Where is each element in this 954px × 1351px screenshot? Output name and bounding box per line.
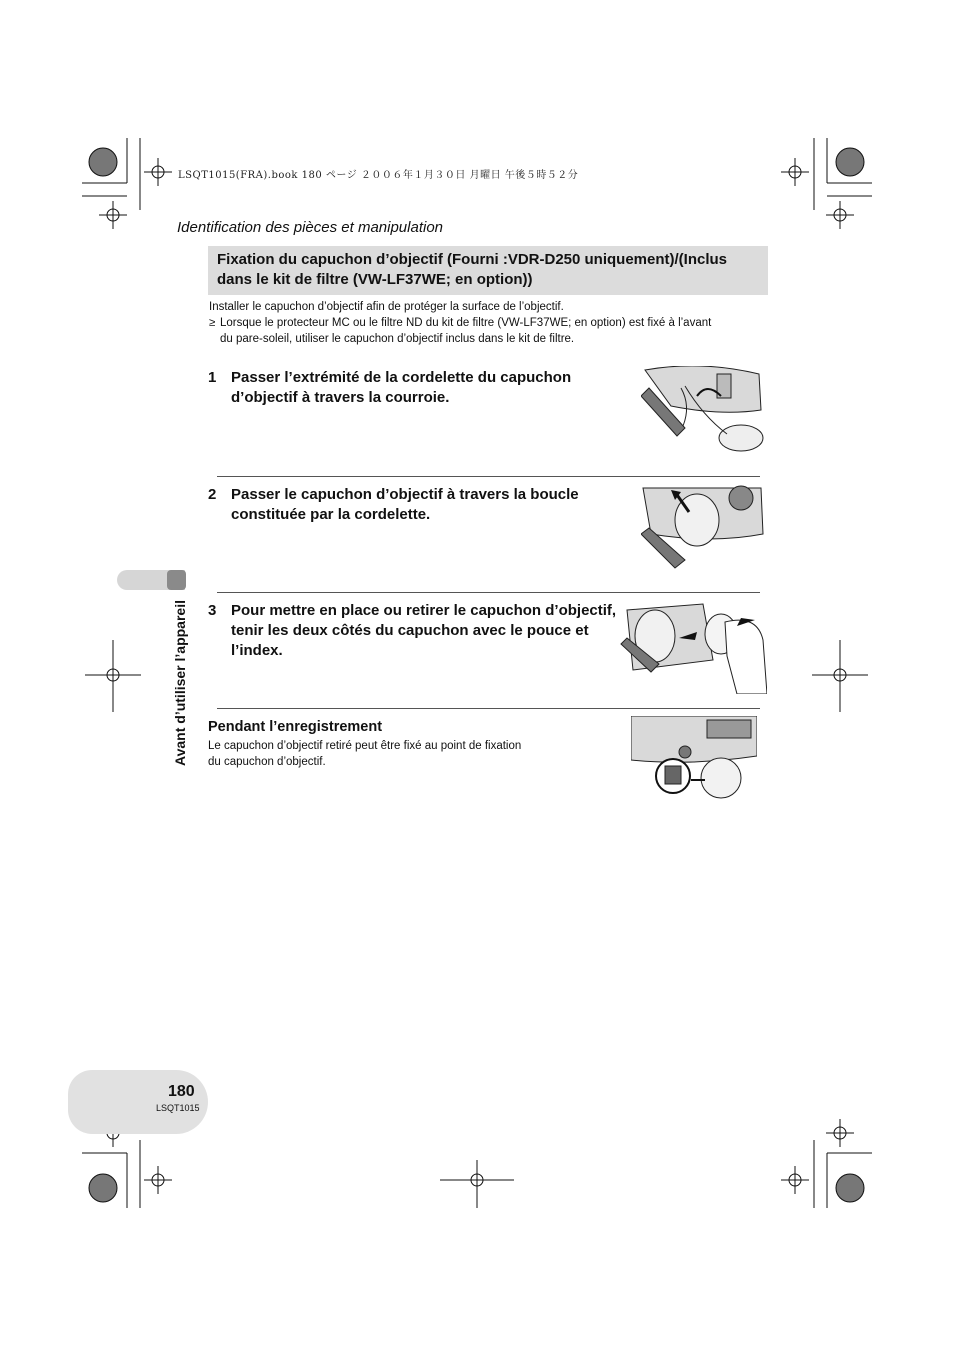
step-3-illustration bbox=[617, 600, 767, 694]
bullet-icon: ≥ bbox=[209, 317, 216, 329]
recording-text bbox=[208, 738, 568, 770]
step-divider-2 bbox=[217, 592, 760, 593]
step-2-illustration bbox=[641, 484, 765, 576]
section-title: Identification des pièces et manipulation bbox=[177, 219, 444, 236]
step-1-number: 1 bbox=[208, 369, 217, 386]
title-box bbox=[208, 246, 768, 295]
side-chapter-label: Avant d’utiliser l’appareil bbox=[172, 600, 188, 766]
recording-heading: Pendant l’enregistrement bbox=[208, 719, 383, 735]
step-3-number: 3 bbox=[208, 602, 217, 619]
intro-text bbox=[209, 299, 774, 347]
step-1-illustration bbox=[641, 366, 765, 456]
intro-bullet bbox=[209, 315, 774, 331]
title-line-2: dans le kit de filtre (VW-LF37WE; en option)) bbox=[217, 271, 533, 288]
step-2-text: Passer le capuchon d’objectif à travers la boucle constituée par la cordelette. bbox=[231, 486, 579, 523]
title-line-1: Fixation du capuchon d’objectif (Fourni :VDR-D250 uniquement)/(Inclus bbox=[217, 251, 728, 268]
page-number-oval bbox=[68, 1070, 208, 1134]
recording-line-2: du capuchon d’objectif. bbox=[208, 756, 326, 768]
recording-line-1: Le capuchon d’objectif retiré peut être fixé au point de fixation bbox=[208, 740, 522, 752]
bullet-line-1: Lorsque le protecteur MC ou le filtre ND du kit de filtre (VW-LF37WE; en option) est fixé à l’avant bbox=[220, 317, 712, 329]
page-number: 180 bbox=[168, 1083, 195, 1100]
bullet-line-2: du pare-soleil, utiliser le capuchon d’objectif inclus dans le kit de filtre. bbox=[220, 333, 575, 345]
step-divider-1 bbox=[217, 476, 760, 477]
step-divider-3 bbox=[217, 708, 760, 709]
page-code: LSQT1015 bbox=[156, 1103, 200, 1113]
print-header-line: LSQT1015(FRA).book 180 ページ ２００６年１月３０日 月曜日 午後５時５２分 bbox=[178, 170, 579, 181]
step-2-number: 2 bbox=[208, 486, 217, 503]
step-3-text: Pour mettre en place ou retirer le capuchon d’objectif, tenir les deux côtés du capuchon avec le pouce et l’index. bbox=[231, 602, 617, 659]
step-1-text: Passer l’extrémité de la cordelette du capuchon d’objectif à travers la courroie. bbox=[231, 369, 572, 406]
recording-illustration bbox=[631, 716, 757, 808]
side-tab-marker bbox=[167, 570, 186, 590]
intro-line: Installer le capuchon d’objectif afin de protéger la surface de l’objectif. bbox=[209, 301, 564, 313]
